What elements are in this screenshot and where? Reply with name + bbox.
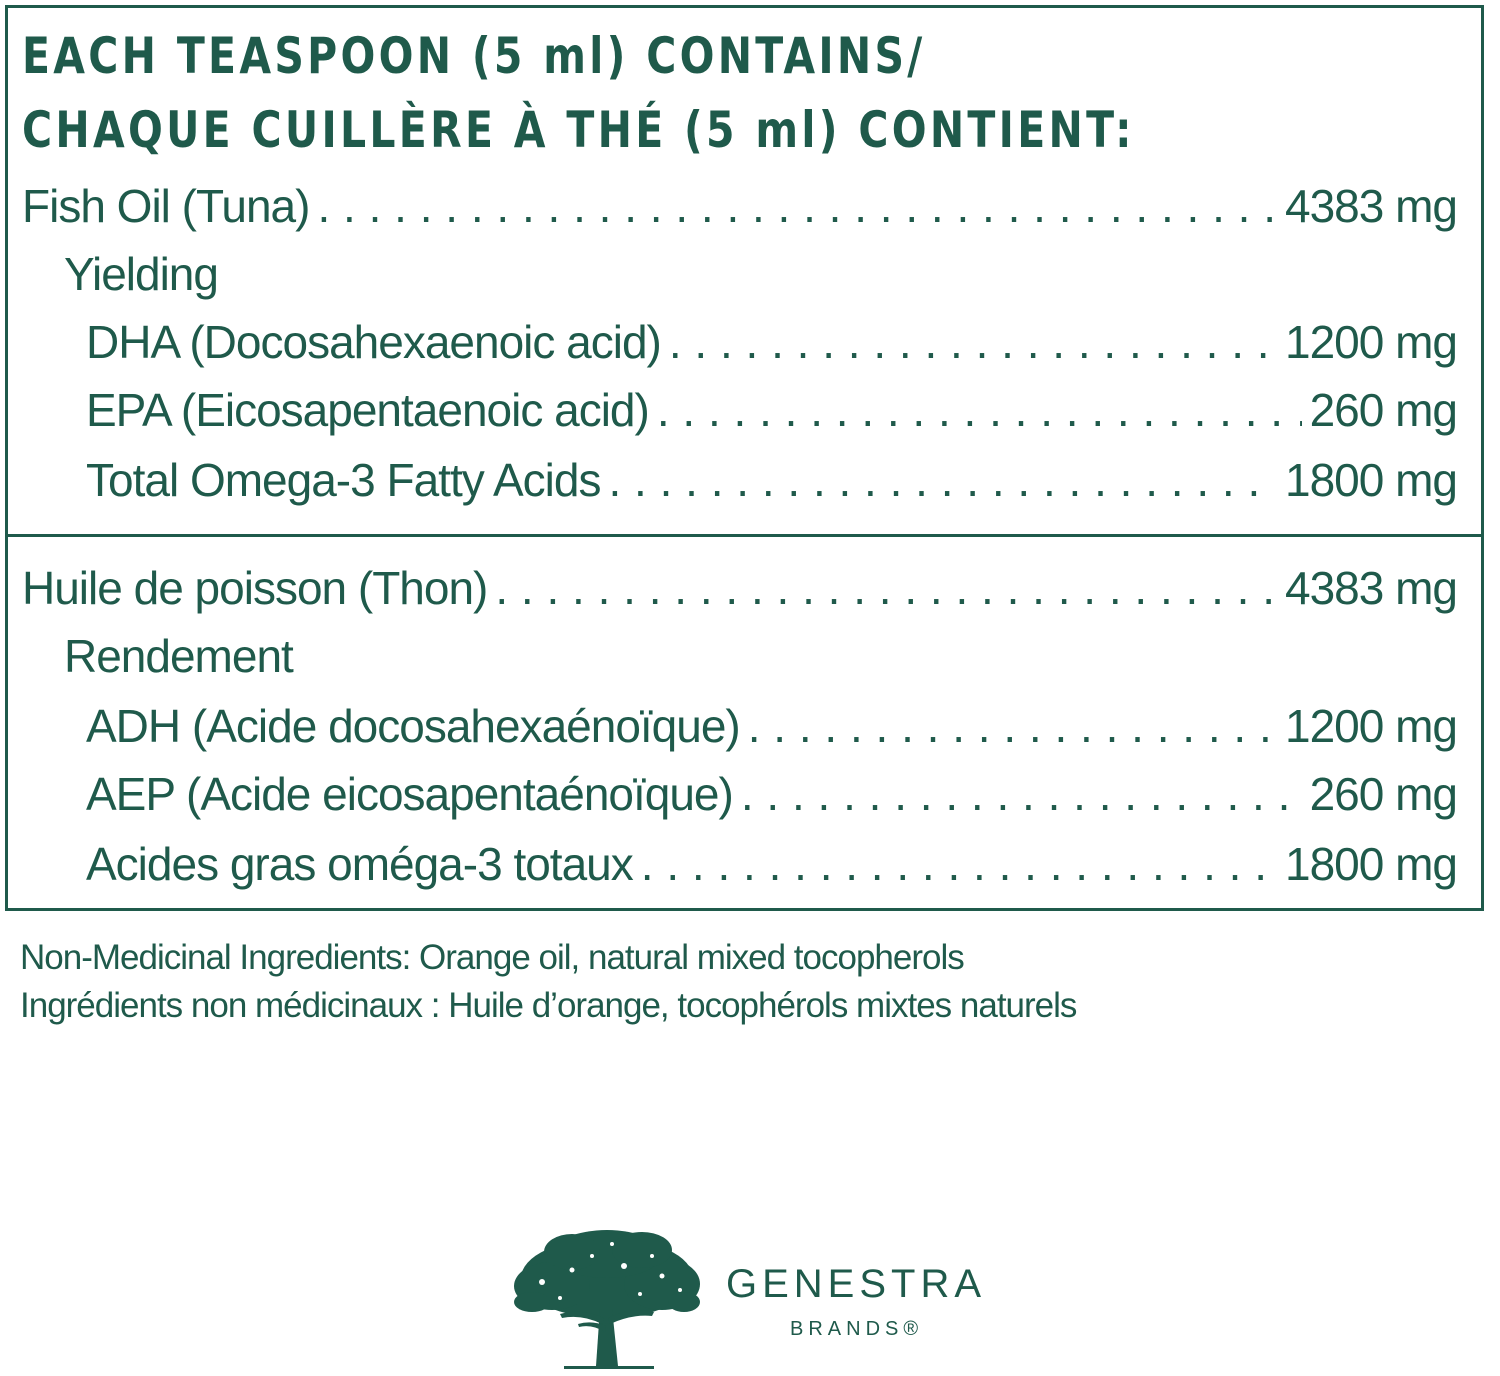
fish-oil-label: Fish Oil (Tuna) <box>22 180 310 232</box>
dha-amount: 1200 mg <box>1284 316 1457 368</box>
non-medicinal-french: Ingrédients non médicinaux : Huile d’orange, tocophérols mixtes naturels <box>20 986 1077 1025</box>
brand-subtitle: BRANDS® <box>790 1318 924 1340</box>
dot-leader <box>741 766 1302 822</box>
yielding-label: Yielding <box>64 248 218 300</box>
heading-french: CHAQUE CUILLÈRE À THÉ (5 ml) CONTIENT: <box>22 101 1135 159</box>
non-medicinal-english: Non-Medicinal Ingredients: Orange oil, natural mixed tocopherols <box>20 938 964 977</box>
epa-amount: 260 mg <box>1309 384 1457 436</box>
genestra-logo <box>512 1226 1002 1376</box>
dot-leader <box>657 382 1302 438</box>
tree-logo-icon <box>512 1226 702 1376</box>
fish-oil-row <box>22 174 1457 234</box>
rendement-label: Rendement <box>64 630 293 682</box>
section-divider <box>8 534 1481 537</box>
rendement-row <box>22 624 1457 684</box>
aep-label: AEP (Acide eicosapentaénoïque) <box>86 768 733 820</box>
dot-leader <box>317 178 1277 234</box>
huile-row <box>22 556 1457 616</box>
huile-amount: 4383 mg <box>1284 562 1457 614</box>
heading-english: EACH TEASPOON (5 ml) CONTAINS/ <box>22 27 926 85</box>
brand-name: GENESTRA <box>726 1262 987 1306</box>
omega3-row <box>22 448 1457 508</box>
aep-row <box>22 762 1457 822</box>
dot-leader <box>669 314 1277 370</box>
omega3-fr-amount: 1800 mg <box>1284 838 1457 890</box>
omega3-fr-label: Acides gras oméga-3 totaux <box>86 838 633 890</box>
dot-leader <box>641 836 1277 892</box>
omega3-amount: 1800 mg <box>1284 454 1457 506</box>
ingredients-panel <box>5 5 1484 911</box>
fish-oil-amount: 4383 mg <box>1284 180 1457 232</box>
dot-leader <box>748 698 1277 754</box>
yielding-row <box>22 242 1457 302</box>
omega3-fr-row <box>22 832 1457 892</box>
aep-amount: 260 mg <box>1309 768 1457 820</box>
omega3-label: Total Omega-3 Fatty Acids <box>86 454 601 506</box>
adh-amount: 1200 mg <box>1284 700 1457 752</box>
dha-label: DHA (Docosahexaenoic acid) <box>86 316 661 368</box>
dot-leader <box>495 560 1277 616</box>
adh-label: ADH (Acide docosahexaénoïque) <box>86 700 740 752</box>
huile-label: Huile de poisson (Thon) <box>22 562 488 614</box>
dha-row <box>22 310 1457 370</box>
dot-leader <box>608 452 1277 508</box>
epa-row <box>22 378 1457 438</box>
epa-label: EPA (Eicosapentaenoic acid) <box>86 384 649 436</box>
adh-row <box>22 694 1457 754</box>
